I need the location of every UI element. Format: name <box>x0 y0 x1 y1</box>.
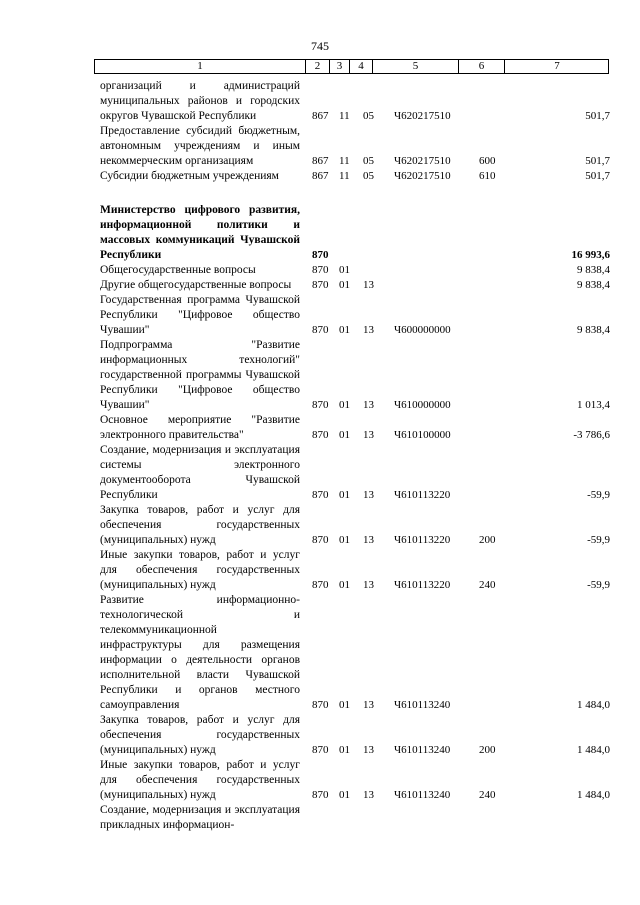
table-row <box>0 548 640 593</box>
table-row <box>0 79 640 124</box>
cell-c7: 501,7 <box>585 170 610 182</box>
cell-c6: 240 <box>479 579 496 591</box>
cell-c3: 11 <box>339 110 350 122</box>
cell-c2: 870 <box>312 579 329 591</box>
cell-c3: 11 <box>339 155 350 167</box>
cell-c2: 867 <box>312 170 329 182</box>
cell-c3: 01 <box>339 429 350 441</box>
cell-c4: 13 <box>363 399 374 411</box>
cell-c7: 9 838,4 <box>577 324 610 336</box>
cell-c4: 13 <box>363 279 374 291</box>
row-description: Закупка товаров, работ и услуг для обеспечения государственных (муниципальных) нужд <box>100 714 300 756</box>
row-description: Основное мероприятие "Развитие электронного правительства" <box>100 414 300 441</box>
cell-c7: -59,9 <box>587 489 610 501</box>
cell-c5: Ч610113220 <box>394 489 451 501</box>
cell-c7: 9 838,4 <box>577 264 610 276</box>
cell-c4: 13 <box>363 429 374 441</box>
row-description: Закупка товаров, работ и услуг для обеспечения государственных (муниципальных) нужд <box>100 504 300 546</box>
header-col-6: 6 <box>478 60 485 72</box>
table-row <box>0 593 640 713</box>
table-row <box>0 443 640 503</box>
row-description: Другие общегосударственные вопросы <box>100 279 292 291</box>
row-description: Государственная программа Чувашской Республики "Цифровое общество Чувашии" <box>100 294 300 336</box>
cell-c5: Ч610113220 <box>394 534 451 546</box>
cell-c5: Ч610100000 <box>394 429 451 441</box>
row-description: Иные закупки товаров, работ и услуг для обеспечения государственных (муниципальных) нужд <box>100 759 300 801</box>
header-col-7: 7 <box>554 60 560 72</box>
cell-c7: 16 993,6 <box>571 249 610 261</box>
table-row <box>0 338 640 413</box>
table-header <box>94 59 609 74</box>
cell-c5: Ч610113220 <box>394 579 451 591</box>
cell-c3: 01 <box>339 579 350 591</box>
table-row <box>0 803 640 833</box>
cell-c4: 13 <box>363 324 374 336</box>
cell-c6: 240 <box>479 789 496 801</box>
cell-c3: 01 <box>339 489 350 501</box>
cell-c6: 600 <box>479 155 496 167</box>
cell-c5: Ч620217510 <box>394 170 451 182</box>
cell-c2: 870 <box>312 699 329 711</box>
cell-c6: 200 <box>479 744 496 756</box>
cell-c2: 870 <box>312 324 329 336</box>
row-description: Подпрограмма "Развитие информационных технологий" государственной программы Чувашской Республики "Цифровое общество Чувашии" <box>100 339 300 411</box>
page-number: 745 <box>311 39 329 53</box>
row-description: организаций и администраций муниципальных районов и городских округов Чувашской Республики <box>100 80 300 122</box>
cell-c2: 870 <box>312 789 329 801</box>
cell-c3: 11 <box>339 170 350 182</box>
table-row <box>0 503 640 548</box>
cell-c4: 13 <box>363 699 374 711</box>
header-col-3: 3 <box>336 60 343 72</box>
cell-c5: Ч600000000 <box>394 324 451 336</box>
row-description: Создание, модернизация и эксплуатация прикладных информацион- <box>100 804 300 831</box>
cell-c3: 01 <box>339 264 350 276</box>
cell-c3: 01 <box>339 399 350 411</box>
cell-c3: 01 <box>339 744 350 756</box>
row-description: Общегосударственные вопросы <box>100 264 256 276</box>
cell-c4: 13 <box>363 579 374 591</box>
cell-c2: 870 <box>312 249 329 261</box>
row-description: Предоставление субсидий бюджетным, автономным учреждениям и иным некоммерческим организациям <box>100 125 300 167</box>
cell-c7: 501,7 <box>585 155 610 167</box>
cell-c5: Ч620217510 <box>394 155 451 167</box>
cell-c3: 01 <box>339 279 350 291</box>
cell-c7: 1 484,0 <box>577 744 610 756</box>
cell-c5: Ч610000000 <box>394 399 451 411</box>
cell-c2: 867 <box>312 155 329 167</box>
row-description: Субсидии бюджетным учреждениям <box>100 170 279 182</box>
cell-c3: 01 <box>339 324 350 336</box>
cell-c3: 01 <box>339 789 350 801</box>
header-col-2: 2 <box>314 60 321 72</box>
cell-c4: 05 <box>363 110 374 122</box>
cell-c4: 13 <box>363 489 374 501</box>
cell-c4: 05 <box>363 170 374 182</box>
cell-c5: Ч610113240 <box>394 744 451 756</box>
cell-c4: 05 <box>363 155 374 167</box>
table-body <box>0 79 640 833</box>
cell-c2: 870 <box>312 399 329 411</box>
cell-c2: 870 <box>312 534 329 546</box>
row-description: Иные закупки товаров, работ и услуг для обеспечения государственных (муниципальных) нужд <box>100 549 300 591</box>
table-row <box>0 203 640 263</box>
cell-c6: 610 <box>479 170 496 182</box>
cell-c7: 1 013,4 <box>577 399 610 411</box>
cell-c4: 13 <box>363 534 374 546</box>
cell-c7: 501,7 <box>585 110 610 122</box>
table-row <box>0 124 640 169</box>
cell-c5: Ч620217510 <box>394 110 451 122</box>
table-row <box>0 713 640 758</box>
table-row <box>0 169 640 184</box>
cell-c3: 01 <box>339 699 350 711</box>
cell-c2: 870 <box>312 744 329 756</box>
cell-c7: 9 838,4 <box>577 279 610 291</box>
row-description: Создание, модернизация и эксплуатация системы электронного документооборота Чувашской Республики <box>100 444 300 501</box>
header-col-1: 1 <box>197 60 203 72</box>
table-row <box>0 278 640 293</box>
cell-c2: 870 <box>312 264 329 276</box>
table-row <box>0 263 640 278</box>
cell-c7: -3 786,6 <box>573 429 610 441</box>
cell-c3: 01 <box>339 534 350 546</box>
cell-c7: 1 484,0 <box>577 699 610 711</box>
cell-c6: 200 <box>479 534 496 546</box>
cell-c5: Ч610113240 <box>394 699 451 711</box>
cell-c2: 870 <box>312 429 329 441</box>
cell-c7: 1 484,0 <box>577 789 610 801</box>
header-col-4: 4 <box>358 60 364 72</box>
table-row <box>0 293 640 338</box>
table-row <box>0 413 640 443</box>
cell-c2: 867 <box>312 110 329 122</box>
row-description: Министерство цифрового развития, информационной политики и массовых коммуникаций Чувашской Республики <box>100 204 300 261</box>
cell-c7: -59,9 <box>587 534 610 546</box>
cell-c2: 870 <box>312 279 329 291</box>
header-col-5: 5 <box>412 60 419 72</box>
cell-c4: 13 <box>363 789 374 801</box>
table-row <box>0 758 640 803</box>
cell-c5: Ч610113240 <box>394 789 451 801</box>
cell-c7: -59,9 <box>587 579 610 591</box>
cell-c4: 13 <box>363 744 374 756</box>
cell-c2: 870 <box>312 489 329 501</box>
row-description: Развитие информационно-технологической и телекоммуникационной инфраструктуры для размещения информации о деятельности органов исполнительной власти Чувашской Республики и органов местного самоуправления <box>100 594 300 711</box>
